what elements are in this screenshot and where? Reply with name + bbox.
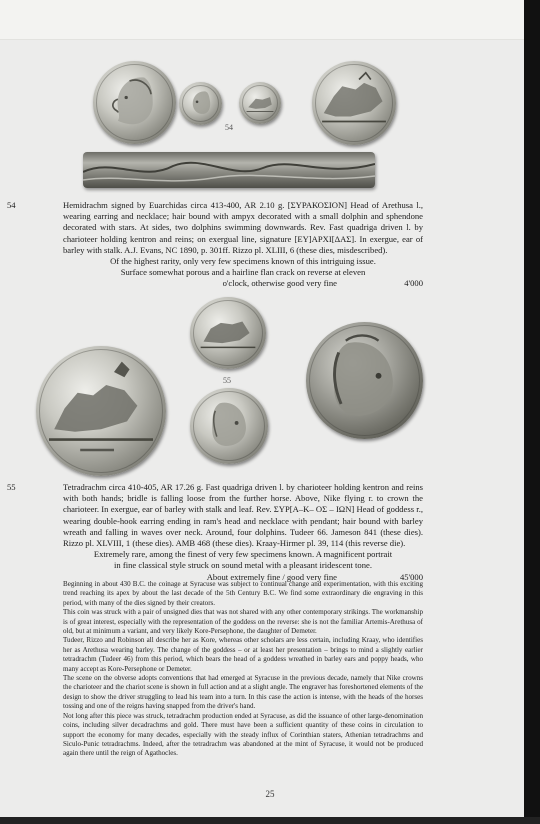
- quadriga-small-icon: [239, 82, 281, 124]
- lot55-coin-reverse: [190, 388, 268, 464]
- arethusa-head-left-icon: [93, 61, 176, 144]
- lot55-essay: [63, 580, 423, 759]
- essay-paragraph: Tudeer, Rizzo and Robinson all describe her as Kore, whereas other scholars are less certain, including Kraay, who identifies her as Arethusa wearing barley. The change of the goddess – or at least her presentation – brings to mind a slightly earlier tetradrachm (Tudeer 46) from this period, which bears the head of a goddess wreathed in barley ears and poppy heads, who many accept as Kore-Persephone or Demeter.: [63, 636, 423, 673]
- lot54-comment-1: Of the highest rarity, only very few specimens known of this intriguing issue.: [110, 256, 376, 267]
- quadriga-with-nike-icon: [190, 297, 266, 369]
- lot54-coin-obverse: [179, 82, 222, 125]
- lot55-estimate: 45'000: [399, 571, 423, 582]
- lot55-coin-enlarged-reverse: [306, 322, 423, 439]
- lot55-comment-1: Extremely rare, among the finest of very few specimens known. A magnificent portrait: [93, 549, 393, 560]
- lot54-comment-2: Surface somewhat porous and a hairline flan crack on reverse at eleven: [120, 267, 366, 278]
- lot55-condition: About extremely fine / good very fine: [206, 571, 337, 582]
- page-number: 25: [265, 789, 275, 799]
- essay-paragraph: The scene on the obverse adopts conventions that had emerged at Syracuse in the previous decade, namely that Nike crowns the charioteer and the chariot scene is shown in full action and at a slight angle. The engraver has foreshortened elements of the design to show the driver struggling to lead his team into a turn. In this case the action is intense, with the heads of the horses tossing and one of the reigns having snapped from the driver's hand.: [63, 674, 423, 711]
- lot54-condition: o'clock, otherwise good very fine: [222, 278, 337, 289]
- lot54-coin-enlarged-obverse: [93, 61, 176, 144]
- lot54-description: Hemidrachm signed by Euarchidas circa 413-400, AR 2.10 g. [ΣΥΡΑΚΟΣΙΟΝ] Head of Arethusa l., wearing earring and necklace; hair bound with ampyx decorated with a small dolphin and sphendone decorated with stars. At sides, two dolphins swimming downwards. Rev. Fast quadriga driven l. by charioteer holding kentron and reins; on exergual line, signature [ΕΥ]ΑΡΧΙ[ΔΑΣ]. In exergue, ear of barley with stalk. A.J. Evans, NC 1890, p. 301ff. Rizzo pl. XLIII, 6 (these dies, misdescribed).: [63, 200, 423, 255]
- quadriga-with-nike-enlarged-icon: [36, 346, 166, 476]
- essay-paragraph: This coin was struck with a pair of unsigned dies that was not shared with any other contemporary strikings. The workmanship is of great interest, especially with the representation of the goddess on the reverse: she is not the familiar Artemis-Arethusa of old, but at minimum a variant, and very likely Kore-Persephone, the daughter of Demeter.: [63, 608, 423, 636]
- lot55-description: Tetradrachm circa 410-405, AR 17.26 g. Fast quadriga driven l. by charioteer holding kentron and reins with both hands; bridle is falling loose from the further horse. Above, Nike flying r. to crown the charioteer. In exergue, ear of barley with stalk and leaf. Rev. ΣΥΡ[Α–Κ– ΟΣ – ΙΩΝ] Head of goddess r., wearing double-hook earring ending in ram's head and necklace with pendant; hair bound with barley wreath and falling in waves over neck. Around, four dolphins. Tudeer 66. Jameson 841 (these dies). Rizzo pl. XLVIII, 1 (these dies). AMB 468 (these dies). Kraay-Hirmer pl. 39, 114 (this reverse die).: [63, 482, 423, 549]
- lot54-coin-enlarged-reverse: [312, 61, 396, 145]
- lot55-coin-enlarged-obverse: [36, 346, 166, 476]
- lot54-number: 54: [7, 200, 16, 210]
- lot54-coin-reverse: [239, 82, 281, 124]
- arethusa-head-left-small-icon: [179, 82, 222, 125]
- quadriga-enlarged-icon: [312, 61, 396, 145]
- lot55-comment-2: in fine classical style struck on sound metal with a pleasant iridescent tone.: [114, 560, 372, 571]
- lot55-coin-obverse: [190, 297, 266, 369]
- kore-head-right-enlarged-icon: [306, 322, 423, 439]
- kore-head-right-icon: [190, 388, 268, 464]
- lot55-plate-label: 55: [223, 376, 231, 385]
- lot54-estimate: 4'000: [404, 278, 423, 289]
- scan-edge-bottom: [0, 817, 540, 824]
- page-top-margin: [0, 0, 540, 40]
- essay-paragraph: Not long after this piece was struck, tetradrachm production ended at Syracuse, as did the issuance of other large-denomination coins, including silver decadrachms and gold. There must have been a sufficient quantity of these coins in circulation to support the economy for many decades, especially with the steady influx of Corinthian staters, Athenian tetradrachms and Siculo-Punic tetradrachms. Indeed, after the tetradrachm was abandoned at the mint of Syracuse, it would not be produced again there until the reign of Agathocles.: [63, 711, 423, 758]
- lot55-number: 55: [7, 482, 16, 492]
- flan-edge-detail-icon: [83, 152, 375, 188]
- lot54-plate-label: 54: [225, 123, 233, 132]
- scan-edge-right: [524, 0, 540, 824]
- lot54-enlarged-edge-detail: [83, 152, 375, 188]
- essay-paragraph: Beginning in about 430 B.C. the coinage at Syracuse was subject to continual change and experimentation, with this exciting trend reaching its apex by about the last decade of the 5th Century B.C. We find some extraordinary die engraving in this period, with many of the dies signed by their creators.: [63, 580, 423, 607]
